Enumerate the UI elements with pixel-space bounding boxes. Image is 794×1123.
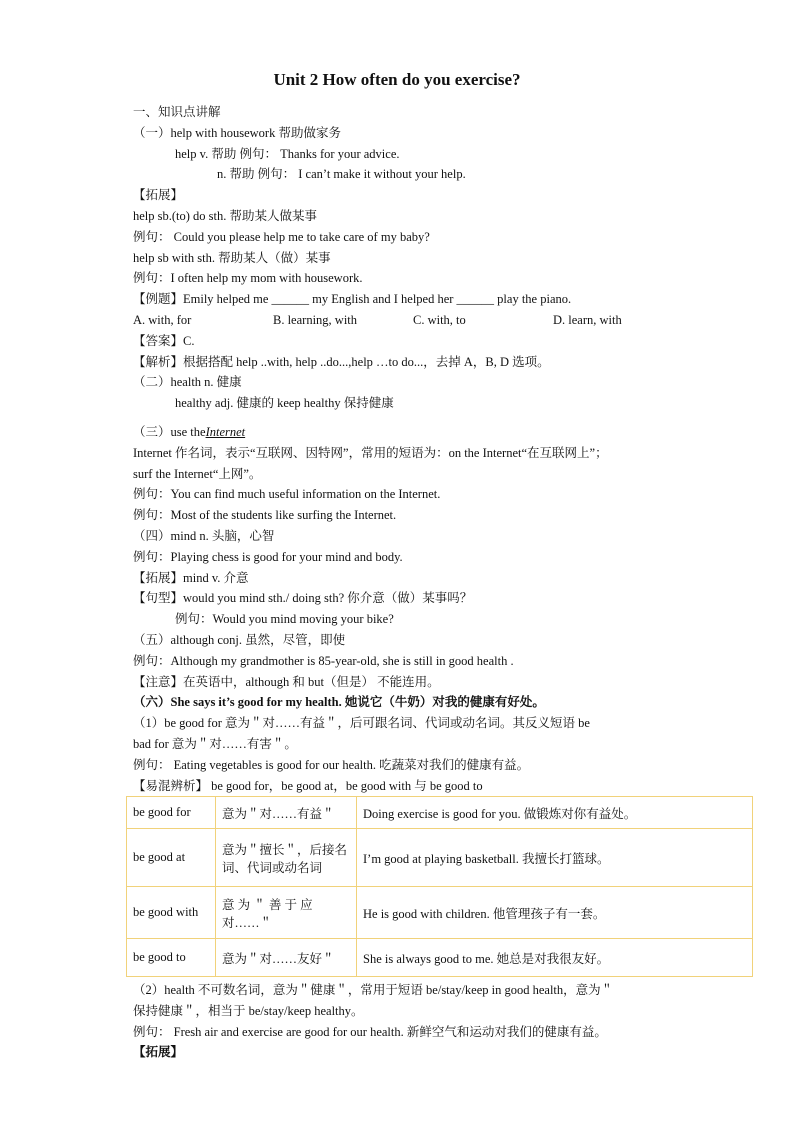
- answer-options: [133, 310, 673, 331]
- text-line: help sb.(to) do sth. 帮助某人做某事: [133, 208, 318, 223]
- option-b: B. learning, with: [273, 312, 358, 327]
- option-c: C. with, to: [413, 312, 466, 327]
- option-a: A. with, for: [133, 312, 192, 327]
- table-row: [127, 887, 753, 939]
- text-line: （2）health 不可数名词，意为＂健康＂，常用于短语 be/stay/keep in good health，意为＂: [133, 983, 614, 997]
- text-line: 例句：Most of the students like surfing the Internet.: [133, 508, 397, 523]
- heading-prefix: （三）use the: [133, 424, 206, 439]
- meaning-cell: 意为＂对……有益＂: [216, 797, 357, 829]
- text-line: 一、知识点讲解: [133, 105, 221, 119]
- example-cell: Doing exercise is good for you. 做锻炼对你有益处。: [357, 797, 753, 829]
- meaning-cell: 意为＂擅长＂，后接名词、代词或动名词: [216, 829, 357, 887]
- spacer: [133, 414, 673, 422]
- text-line: （四）mind n. 头脑，心智: [133, 528, 275, 543]
- phrase-cell: be good with: [127, 887, 216, 939]
- text-line: 【注意】在英语中，although 和 but（但是） 不能连用。: [133, 674, 440, 689]
- text-line: n. 帮助 例句： I can’t make it without your help.: [217, 167, 466, 182]
- text-line: 【答案】C.: [133, 333, 195, 348]
- notes-continued: [133, 980, 683, 1063]
- example-cell: He is good with children. 他管理孩子有一套。: [357, 887, 753, 939]
- text-line: 【解析】根据搭配 help ..with, help ..do...,help …to do...，去掉 A，B, D 选项。: [133, 354, 550, 369]
- notes-body: [133, 102, 673, 796]
- table-row: [127, 829, 753, 887]
- text-line: （一）help with housework 帮助做家务: [133, 125, 341, 140]
- text-line: bad for 意为＂对……有害＂。: [133, 736, 297, 751]
- text-line: 例句：I often help my mom with housework.: [133, 271, 363, 286]
- text-line: 保持健康＂，相当于 be/stay/keep healthy。: [133, 1003, 364, 1018]
- text-line: help sb with sth. 帮助某人（做）某事: [133, 250, 331, 265]
- phrase-cell: be good for: [127, 797, 216, 829]
- text-line: 例句： Could you please help me to take care of my baby?: [133, 229, 430, 244]
- document-title: Unit 2 How often do you exercise?: [273, 70, 521, 89]
- internet-link[interactable]: Internet: [205, 424, 246, 439]
- text-line: 【拓展】mind v. 介意: [133, 570, 249, 585]
- text-line: 【拓展】: [133, 1045, 184, 1060]
- text-line: 例句： Eating vegetables is good for our health. 吃蔬菜对我们的健康有益。: [133, 757, 530, 772]
- text-line: 例句：You can find much useful information on the Internet.: [133, 487, 441, 502]
- phrase-cell: be good at: [127, 829, 216, 887]
- meaning-cell: 意 为 ＂ 善 于 应 对……＂: [216, 887, 357, 939]
- text-line: （二）health n. 健康: [133, 375, 242, 390]
- text-line: 例句： Fresh air and exercise are good for our health. 新鲜空气和运动对我们的健康有益。: [133, 1024, 607, 1039]
- table-row: [127, 797, 753, 829]
- phrase-cell: be good to: [127, 939, 216, 977]
- section-internet-heading: [133, 422, 673, 443]
- text-line: （六）She says it’s good for my health. 她说它（牛奶）对我的健康有好处。: [133, 695, 545, 710]
- option-d: D. learn, with: [553, 312, 622, 327]
- table-row: [127, 939, 753, 977]
- text-line: 例句：Playing chess is good for your mind and body.: [133, 549, 403, 564]
- text-line: 【易混辨析】 be good for，be good at，be good with 与 be good to: [133, 778, 483, 793]
- text-line: 例句：Although my grandmother is 85-year-old, she is still in good health .: [133, 653, 514, 668]
- example-cell: I’m good at playing basketball. 我擅长打篮球。: [357, 829, 753, 887]
- text-line: （五）although conj. 虽然，尽管，即使: [133, 632, 346, 647]
- comparison-table: [126, 796, 753, 977]
- example-cell: She is always good to me. 她总是对我很友好。: [357, 939, 753, 977]
- text-line: 【例题】Emily helped me ______ my English and I helped her ______ play the piano.: [133, 292, 572, 307]
- text-line: 例句：Would you mind moving your bike?: [175, 612, 394, 627]
- text-line: 【句型】would you mind sth./ doing sth? 你介意（做）某事吗？: [133, 591, 473, 606]
- text-line: healthy adj. 健康的 keep healthy 保持健康: [175, 396, 394, 411]
- meaning-cell: 意为＂对……友好＂: [216, 939, 357, 977]
- text-line: help v. 帮助 例句： Thanks for your advice.: [175, 146, 400, 161]
- text-line: 【拓展】: [133, 188, 184, 203]
- text-line: Internet 作名词，表示“互联网、因特网”，常用的短语为：on the Internet“在互联网上”；: [133, 445, 608, 460]
- text-line: surf the Internet“上网”。: [133, 466, 262, 481]
- text-line: （1）be good for 意为＂对……有益＂，后可跟名词、代词或动名词。其反义短语 be: [133, 716, 590, 731]
